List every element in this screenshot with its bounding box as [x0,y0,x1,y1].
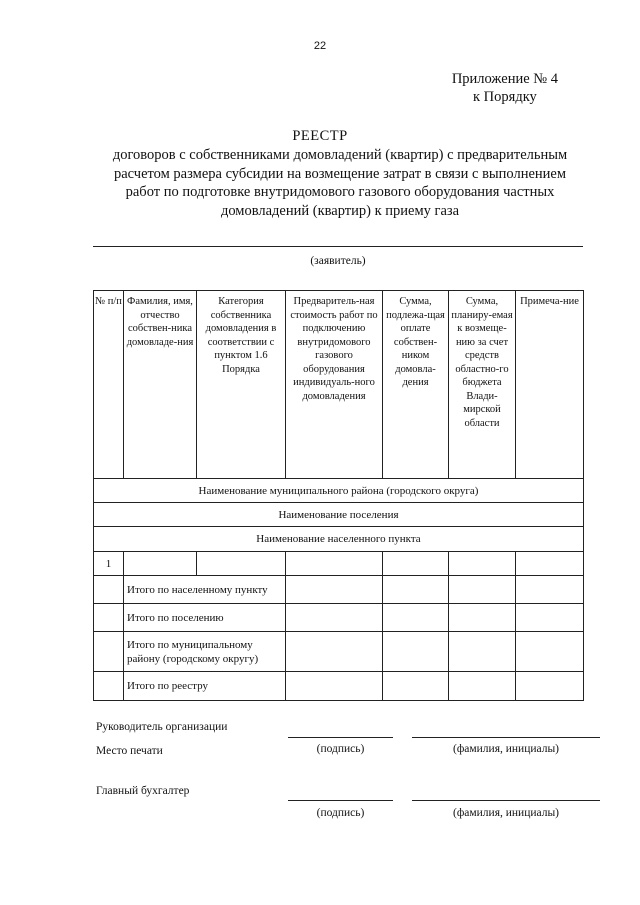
header-number: № п/п [94,291,124,479]
appendix-reference [452,70,558,106]
table-cell [94,604,124,632]
accountant-signature-caption: (подпись) [316,807,365,819]
header-preliminary-cost: Предваритель-ная стоимость работ по подключению внутридомового газового оборудования индивидуаль-ного домовладения [286,291,383,479]
head-of-organization-label: Руководитель организации [96,721,228,733]
table-cell [516,672,584,701]
table-cell [94,632,124,672]
table-cell [449,552,516,576]
table-cell [383,552,449,576]
table-cell [197,552,286,576]
table-cell [383,576,449,604]
chief-accountant-label: Главный бухгалтер [96,785,190,797]
total-district-row [94,632,584,672]
registry-table [93,290,584,701]
table-cell [449,604,516,632]
table-row [94,552,584,576]
head-signature-caption: (подпись) [316,743,365,755]
appendix-to-procedure: к Порядку [473,89,537,105]
table-cell [516,632,584,672]
header-owner-name: Фамилия, имя, отчество собствен-ника домовладе-ния [124,291,197,479]
accountant-signature-line [288,800,393,801]
page-number: 22 [313,40,327,52]
table-cell [124,552,197,576]
total-settlement-row [94,604,584,632]
head-name-line [412,737,600,738]
locality-row [94,527,584,552]
header-note: Примеча-ние [516,291,584,479]
header-owner-payment: Сумма, подлежа-щая оплате собствен-ником домовла-дения [383,291,449,479]
row-number: 1 [94,552,124,576]
table-cell [449,576,516,604]
settlement-row [94,503,584,527]
head-name-caption: (фамилия, инициалы) [452,743,560,755]
table-header-row [94,291,584,479]
document-title: РЕЕСТР [292,128,348,144]
settlement-label: Наименование поселения [94,503,584,527]
table-cell [286,604,383,632]
table-cell [516,552,584,576]
head-signature-line [288,737,393,738]
table-cell [286,552,383,576]
table-cell [449,632,516,672]
applicant-line [93,246,583,247]
total-registry-row [94,672,584,701]
table-cell [286,672,383,701]
table-cell [383,604,449,632]
accountant-name-line [412,800,600,801]
total-settlement-label: Итого по поселению [124,604,286,632]
total-locality-row [94,576,584,604]
document-subtitle: договоров с собственниками домовладений (квартир) с предварительным расчетом размера субсидии на возмещение затрат в связи с выполнением работ по подготовке внутридомового газового оборудования частных домовладений (квартир) к приему газа [112,147,568,219]
municipal-district-label: Наименование муниципального района (городского округа) [94,479,584,503]
total-locality-label: Итого по населенному пункту [124,576,286,604]
header-owner-category: Категория собственника домовладения в соответствии с пунктом 1.6 Порядка [197,291,286,479]
header-subsidy-amount: Сумма, планиру-емая к возмеще-нию за счет средств областно-го бюджета Влади-мирской области [449,291,516,479]
table-cell [516,604,584,632]
table-cell [94,672,124,701]
locality-label: Наименование населенного пункта [94,527,584,552]
table-cell [449,672,516,701]
total-registry-label: Итого по реестру [124,672,286,701]
accountant-name-caption: (фамилия, инициалы) [452,807,560,819]
table-cell [383,632,449,672]
seal-place-label: Место печати [96,745,163,757]
table-cell [516,576,584,604]
total-district-label: Итого по муниципальному району (городскому округу) [124,632,286,672]
table-cell [383,672,449,701]
applicant-caption: (заявитель) [310,255,366,267]
appendix-number: Приложение № 4 [451,71,558,87]
table-cell [286,632,383,672]
table-cell [286,576,383,604]
table-cell [94,576,124,604]
municipal-district-row [94,479,584,503]
